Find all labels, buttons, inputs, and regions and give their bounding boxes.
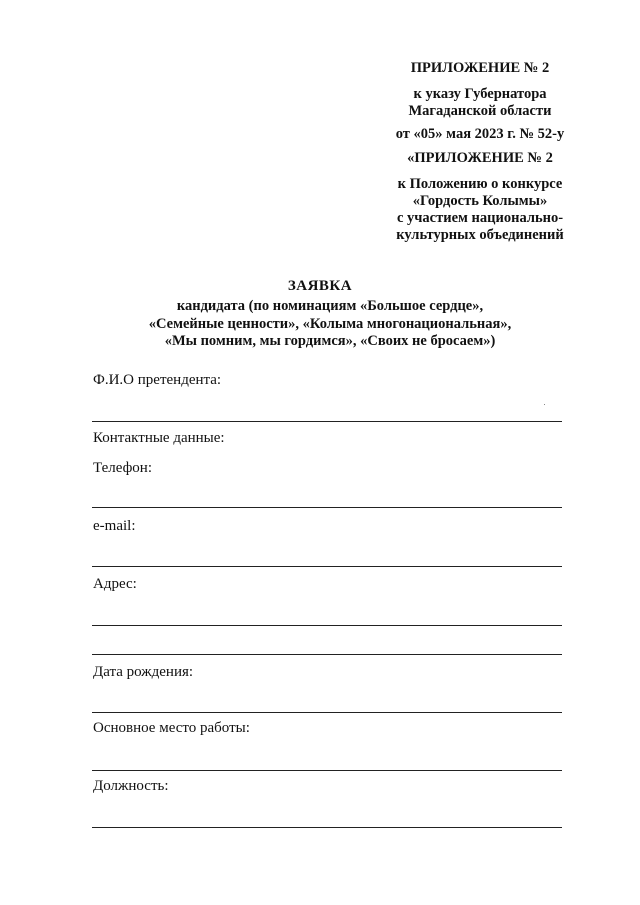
regulation-appendix-line: культурных объединений xyxy=(396,227,564,243)
position-fill-line[interactable] xyxy=(92,827,562,828)
fio-label: Ф.И.О претендента: xyxy=(93,372,222,388)
address-fill-line-1[interactable] xyxy=(92,625,562,626)
workplace-label: Основное место работы: xyxy=(93,720,250,736)
scan-speck xyxy=(544,404,545,405)
contacts-label: Контактные данные: xyxy=(93,430,225,446)
regulation-appendix-block xyxy=(380,150,580,244)
form-title: ЗАЯВКА xyxy=(287,278,353,294)
address-fill-line-2[interactable] xyxy=(92,654,562,655)
regulation-appendix-line: с участием национально- xyxy=(396,210,564,226)
form-subtitle xyxy=(0,298,640,351)
form-subtitle-line: кандидата (по номинациям «Большое сердце», xyxy=(176,298,484,314)
appendix-line: от «05» мая 2023 г. № 52-у xyxy=(395,126,565,142)
form-subtitle-line: «Семейные ценности», «Колыма многонациональная», xyxy=(148,315,512,332)
email-label: e-mail: xyxy=(93,518,136,534)
fio-fill-line[interactable] xyxy=(92,421,562,422)
birth-date-label: Дата рождения: xyxy=(93,664,194,680)
address-label: Адрес: xyxy=(93,576,137,592)
phone-fill-line[interactable] xyxy=(92,507,562,508)
phone-label: Телефон: xyxy=(93,460,152,476)
workplace-fill-line[interactable] xyxy=(92,770,562,771)
position-label: Должность: xyxy=(93,778,169,794)
regulation-appendix-line: «Гордость Колымы» xyxy=(412,193,548,209)
email-fill-line[interactable] xyxy=(92,566,562,567)
birth-date-fill-line[interactable] xyxy=(92,712,562,713)
form-subtitle-line: «Мы помним, мы гордимся», «Своих не бросаем») xyxy=(164,333,496,349)
regulation-appendix-title: «ПРИЛОЖЕНИЕ № 2 xyxy=(407,150,553,166)
appendix-line: к указу Губернатора xyxy=(413,86,547,102)
regulation-appendix-line: к Положению о конкурсе xyxy=(397,176,563,192)
appendix-title: ПРИЛОЖЕНИЕ № 2 xyxy=(410,60,550,76)
appendix-block xyxy=(380,60,580,143)
appendix-line: Магаданской области xyxy=(408,103,552,119)
